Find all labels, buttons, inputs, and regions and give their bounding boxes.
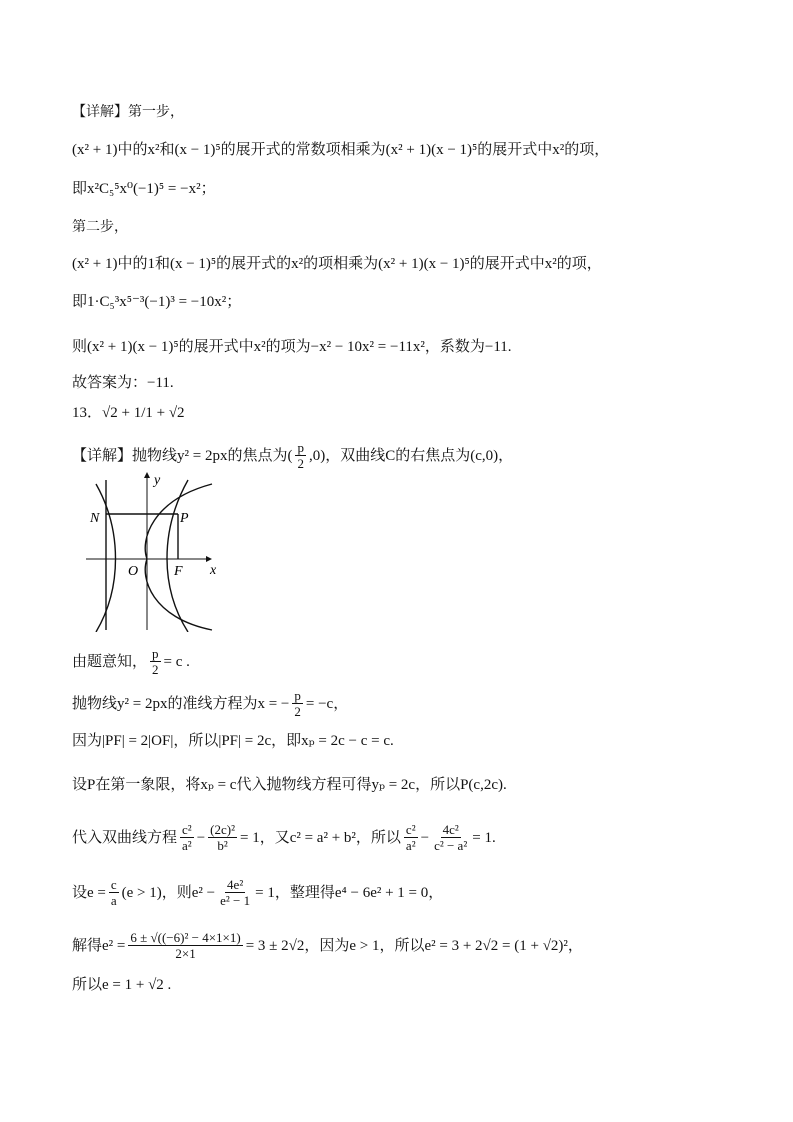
hyperbola-parabola-figure	[82, 470, 222, 632]
line1-fraction-num: p	[152, 646, 159, 661]
line6-f2-den: e² − 1	[220, 893, 251, 908]
line1-prefix: 由题意知，	[72, 653, 148, 670]
line5-f4-den: c² − a²	[434, 838, 468, 853]
focus-fraction	[295, 440, 306, 471]
focus-fraction-num: p	[297, 440, 304, 455]
line5-minus-1: −	[196, 829, 206, 846]
line6-prefix: 设e =	[72, 884, 106, 901]
line2-fraction-den: 2	[294, 704, 301, 719]
label-O: O	[128, 564, 139, 579]
line5-fraction-1	[180, 822, 194, 853]
q12-step2-equation: 即1·C₅³x⁵⁻³(−1)³ = −10x²；	[72, 294, 242, 310]
line7-fraction-num: 6 ± √((−6)² − 4×1×1)	[130, 930, 241, 945]
figure-svg	[82, 470, 222, 632]
line5-fraction-2	[208, 822, 237, 853]
q12-step2-line: (x² + 1)中的1和(x − 1)⁵的展开式的x²的项相乘为(x² + 1)(x − 1)⁵的展开式中x²的项，	[72, 256, 602, 272]
line6-f2-num: 4e²	[227, 877, 244, 892]
line5-f4-num: 4c²	[442, 822, 459, 837]
line2-fraction-num: p	[294, 688, 301, 703]
line1-fraction	[150, 646, 161, 677]
line7-fraction-den: 2×1	[175, 946, 196, 961]
label-F: F	[174, 564, 183, 579]
q12-detail-title: 【详解】第一步，	[72, 104, 184, 120]
q13-detail-prefix: 【详解】抛物线y² = 2px的焦点为	[72, 447, 288, 464]
q12-step1-line: (x² + 1)中的x²和(x − 1)⁵的展开式的常数项相乘为(x² + 1)(x − 1)⁵的展开式中x²的项，	[72, 142, 610, 158]
line2-prefix: 抛物线y² = 2px的准线方程为x = −	[72, 695, 290, 712]
line1-suffix: = c .	[163, 653, 190, 670]
line6-fraction-1	[109, 877, 119, 908]
y-axis-arrow	[144, 472, 150, 478]
line5-f2-den: b²	[217, 838, 228, 853]
focus-fraction-den: 2	[297, 456, 304, 471]
q12-answer: 故答案为：−11.	[72, 375, 174, 391]
line2-suffix: = −c，	[305, 695, 349, 712]
line1-fraction-den: 2	[152, 662, 159, 677]
q13-line4: 设P在第一象限，将xₚ = c代入抛物线方程可得yₚ = 2c，所以P(c,2c).	[72, 777, 507, 793]
q13-line6	[72, 877, 443, 908]
label-y: y	[154, 473, 161, 488]
line5-f3-den: a²	[405, 838, 416, 853]
line5-fraction-3	[404, 822, 418, 853]
line5-f3-num: c²	[405, 822, 416, 837]
line5-f1-den: a²	[182, 838, 192, 853]
line6-suffix: = 1，整理得e⁴ − 6e² + 1 = 0，	[255, 884, 444, 901]
q13-line1	[72, 646, 190, 677]
q13-line2	[72, 688, 348, 719]
focus-close: ,0)	[308, 447, 326, 464]
q13-detail: 【详解】抛物线y² = 2px的焦点为 ( $\frac{p}{2}$ ,0) ，双曲线C的右焦点为(c,0)，	[72, 440, 514, 471]
line6-f1-den: a	[110, 893, 117, 908]
q13-line3: 因为|PF| = 2|OF|，所以|PF| = 2c，即xₚ = 2c − c = c.	[72, 733, 394, 749]
q12-step1-equation: 即x²C₅⁵x⁰(−1)⁵ = −x²；	[72, 181, 216, 197]
line5-suffix: = 1.	[472, 829, 496, 846]
q12-step2-title: 第二步，	[72, 219, 128, 235]
label-P: P	[180, 511, 189, 526]
line5-f1-num: c²	[182, 822, 192, 837]
label-x: x	[210, 563, 217, 578]
label-N: N	[90, 511, 100, 526]
q13-line7	[72, 930, 583, 961]
x-axis-arrow	[206, 556, 212, 562]
line5-minus-2: −	[420, 829, 430, 846]
line2-fraction	[292, 688, 303, 719]
line6-fraction-2	[218, 877, 252, 908]
q13-detail-suffix: ，双曲线C的右焦点为(c,0)，	[325, 447, 514, 464]
line7-prefix: 解得e² =	[72, 937, 126, 954]
q12-result: 则(x² + 1)(x − 1)⁵的展开式中x²的项为−x² − 10x² = −11x²，系数为−11.	[72, 339, 512, 355]
q13-line8: 所以e = 1 + √2 .	[72, 977, 172, 993]
line5-f2-num: (2c)²	[210, 822, 235, 837]
line5-fraction-4	[432, 822, 469, 853]
line5-prefix: 代入双曲线方程	[72, 829, 178, 846]
line6-f1-num: c	[110, 877, 117, 892]
line6-mid: (e > 1)，则e² −	[121, 884, 216, 901]
line7-fraction	[128, 930, 242, 961]
q13-heading: 13．√2 + 1/1 + √2	[72, 405, 185, 421]
line5-mid: = 1，又c² = a² + b²，所以	[239, 829, 401, 846]
line7-suffix: = 3 ± 2√2，因为e > 1，所以e² = 3 + 2√2 = (1 + √2)²，	[245, 937, 583, 954]
q13-line5	[72, 822, 496, 853]
